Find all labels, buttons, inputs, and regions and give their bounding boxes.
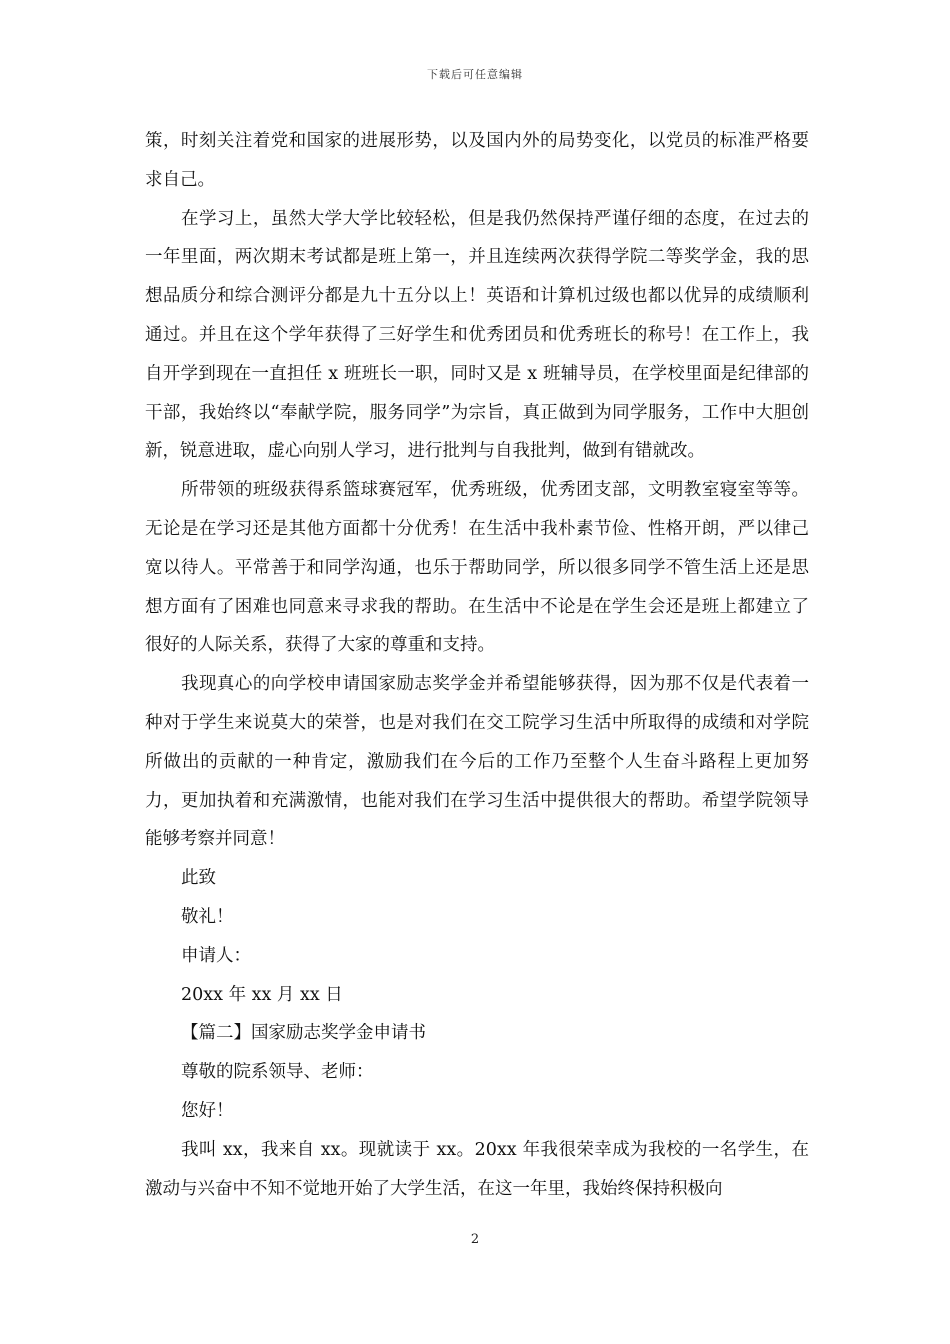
page-number: 2 — [470, 1232, 480, 1247]
greeting-line: 您好！ — [181, 1100, 234, 1121]
document-body — [145, 122, 809, 1208]
header-note: 下载后可任意编辑 — [427, 68, 523, 81]
closing-line-1: 此致 — [181, 868, 216, 889]
paragraph-1: 策，时刻关注着党和国家的进展形势，以及国内外的局势变化，以党员的标准严格要求自己。 — [145, 131, 809, 190]
paragraph-4: 我现真心的向学校申请国家励志奖学金并希望能够获得，因为那不仅是代表着一种对于学生来说莫大的荣誉，也是对我们在交工院学习生活中所取得的成绩和对学院所做出的贡献的一种肯定，激励我们在今后的工作乃至整个人生奋斗路程上更加努力，更加执着和充满激情，也能对我们在学习生活中提供很大的帮助。希望学院领导能够考察并同意！ — [145, 674, 809, 850]
paragraph-3: 所带领的班级获得系篮球赛冠军，优秀班级，优秀团支部，文明教室寝室等等。无论是在学习还是其他方面都十分优秀！在生活中我朴素节俭、性格开朗，严以律己宽以待人。平常善于和同学沟通，也乐于帮助同学，所以很多同学不管生活上还是思想方面有了困难也同意来寻求我的帮助。在生活中不论是在学生会还是班上都建立了很好的人际关系，获得了大家的尊重和支持。 — [145, 480, 809, 656]
paragraph-5: 我叫 xx，我来自 xx。现就读于 xx。20xx 年我很荣幸成为我校的一名学生，在激动与兴奋中不知不觉地开始了大学生活，在这一年里，我始终保持积极向 — [145, 1139, 809, 1199]
closing-line-2: 敬礼！ — [181, 906, 234, 927]
salutation-line: 尊敬的院系领导、老师： — [181, 1062, 374, 1083]
paragraph-2: 在学习上，虽然大学大学比较轻松，但是我仍然保持严谨仔细的态度，在过去的一年里面，两次期末考试都是班上第一，并且连续两次获得学院二等奖学金，我的思想品质分和综合测评分都是九十五分以上！英语和计算机过级也都以优异的成绩顺利通过。并且在这个学年获得了三好学生和优秀团员和优秀班长的称号！在工作上，我自开学到现在一直担任 x 班班长一职，同时又是 x 班辅导员，在学校里面是纪律部的干部，我始终以“奉献学院，服务同学”为宗旨，真正做到为同学服务，工作中大胆创新，锐意进取，虚心向别人学习，进行批判与自我批判，做到有错就改。 — [145, 208, 809, 462]
date-line: 20xx 年 xx 月 xx 日 — [181, 984, 343, 1005]
section-title: 【篇二】国家励志奖学金申请书 — [181, 1023, 426, 1044]
applicant-line: 申请人： — [181, 945, 251, 966]
